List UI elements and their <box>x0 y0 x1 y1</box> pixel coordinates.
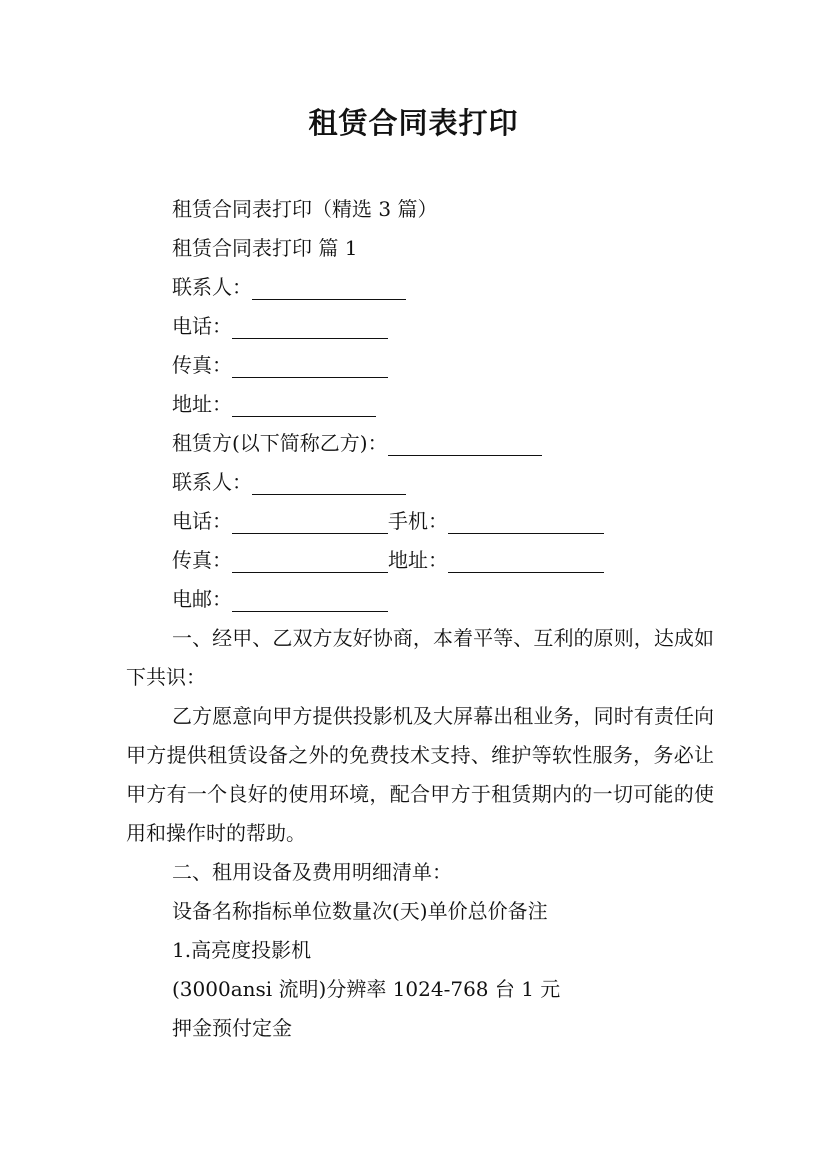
lessee-email-blank <box>232 585 388 612</box>
lessee-fax-blank <box>232 546 388 573</box>
lessor-fax-blank <box>232 351 388 378</box>
lessee-address-label: 地址： <box>388 548 448 572</box>
lessee-contact-line <box>126 463 714 502</box>
lessor-contact-line <box>126 268 714 307</box>
equipment-table-header: 设备名称指标单位数量次(天)单价总价备注 <box>172 899 548 923</box>
lessor-phone-line <box>126 307 714 346</box>
lessee-address-blank <box>448 546 604 573</box>
lessee-mobile-blank <box>448 507 604 534</box>
document-body <box>126 190 714 1048</box>
subtitle-line: 租赁合同表打印（精选 3 篇） <box>172 197 438 221</box>
deposit-line: 押金预付定金 <box>172 1016 292 1040</box>
lessee-phone-blank <box>232 507 388 534</box>
lessor-address-line <box>126 385 714 424</box>
lessee-line <box>126 424 714 463</box>
lessor-contact-blank <box>252 273 406 300</box>
lessor-address-blank <box>232 390 376 417</box>
lessor-fax-label: 传真： <box>172 353 232 377</box>
document-title: 租赁合同表打印 <box>308 106 519 140</box>
lessor-contact-label: 联系人： <box>172 275 252 299</box>
lessee-contact-label: 联系人： <box>172 470 252 494</box>
lessee-mobile-label: 手机： <box>388 509 448 533</box>
lessee-phone-line <box>126 502 714 541</box>
equipment-item-name: 1.高亮度投影机 <box>172 938 312 962</box>
lessor-fax-line <box>126 346 714 385</box>
lessor-phone-label: 电话： <box>172 314 232 338</box>
clause-two-heading: 二、租用设备及费用明细清单： <box>172 860 452 884</box>
lessee-fax-line <box>126 541 714 580</box>
lessee-label: 租赁方(以下简称乙方)： <box>172 431 388 455</box>
lessor-phone-blank <box>232 312 388 339</box>
lessee-phone-label: 电话： <box>172 509 232 533</box>
part-heading: 租赁合同表打印 篇 1 <box>172 236 358 260</box>
lessee-blank <box>388 429 542 456</box>
lessee-email-label: 电邮： <box>172 587 232 611</box>
lessor-address-label: 地址： <box>172 392 232 416</box>
lessee-email-line <box>126 580 714 619</box>
clause-one-body: 乙方愿意向甲方提供投影机及大屏幕出租业务，同时有责任向甲方提供租赁设备之外的免费技术支持、维护等软性服务，务必让甲方有一个良好的使用环境，配合甲方于租赁期内的一切可能的使用和操作时的帮助。 <box>126 704 714 845</box>
clause-one-heading: 一、经甲、乙双方友好协商，本着平等、互利的原则，达成如下共识： <box>126 626 714 689</box>
equipment-item-spec: (3000ansi 流明)分辨率 1024-768 台 1 元 <box>172 977 561 1001</box>
lessee-fax-label: 传真： <box>172 548 232 572</box>
lessee-contact-blank <box>252 468 406 495</box>
